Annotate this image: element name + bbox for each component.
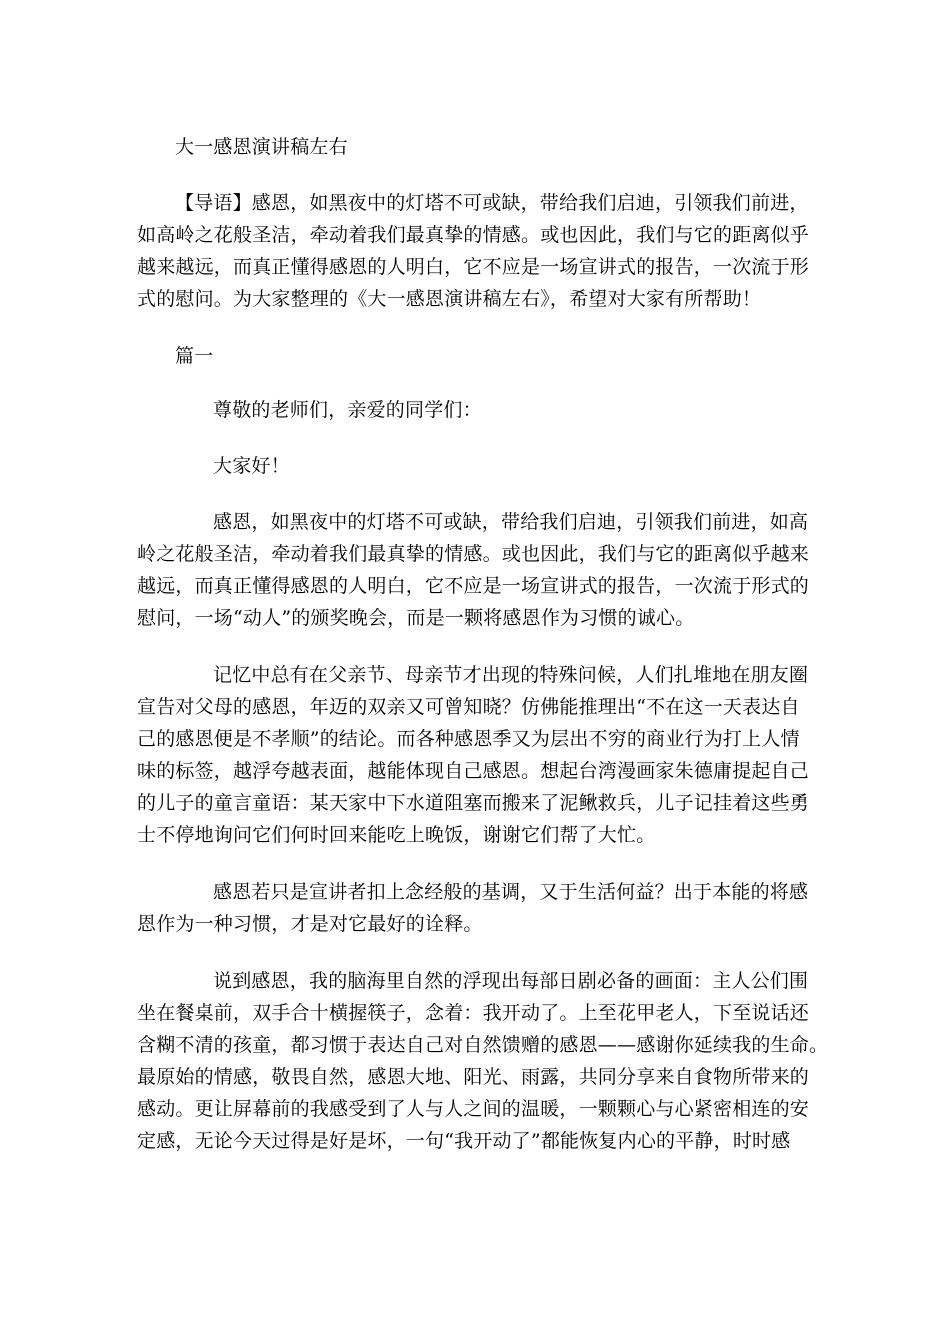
paragraph-2-line-1: 记忆中总有在父亲节、母亲节才出现的特殊问候，人们扎堆地在朋友圈 — [213, 664, 809, 686]
salutation: 尊敬的老师们，亲爱的同学们： — [213, 399, 482, 421]
paragraph-1-line-3: 越远，而真正懂得感恩的人明白，它不应是一场宣讲式的报告，一次流于形式的 — [137, 575, 810, 597]
greeting: 大家好！ — [213, 455, 290, 477]
section-label: 篇一 — [175, 345, 214, 367]
paragraph-1-line-1: 感恩，如黑夜中的灯塔不可或缺，带给我们启迪，引领我们前进，如高 — [213, 511, 809, 533]
paragraph-4-line-4: 最原始的情感，敬畏自然，感恩大地、阳光、雨露，共同分享来自食物所带来的 — [137, 1066, 810, 1088]
paragraph-2-line-6: 士不停地询问它们何时回来能吃上晚饭，谢谢它们帮了大忙。 — [137, 824, 656, 846]
paragraph-4-line-5: 感动。更让屏幕前的我感受到了人与人之间的温暖，一颗颗心与心紧密相连的安 — [137, 1098, 810, 1120]
paragraph-4-line-6: 定感，无论今天过得是好是坏，一句“我开动了”都能恢复内心的平静，时时感 — [137, 1130, 791, 1152]
paragraph-3-line-1: 感恩若只是宣讲者扣上念经般的基调，又于生活何益？出于本能的将感 — [213, 881, 809, 903]
paragraph-4-line-3: 含糊不清的孩童，都习惯于表达自己对自然馈赠的感恩——感谢你延续我的生命。 — [137, 1034, 829, 1056]
paragraph-4-line-1: 说到感恩，我的脑海里自然的浮现出每部日剧必备的画面：主人公们围 — [213, 970, 809, 992]
paragraph-1-line-4: 慰问，一场“动人”的颁奖晚会，而是一颗将感恩作为习惯的诚心。 — [137, 607, 695, 629]
paragraph-2-line-5: 的儿子的童言童语：某天家中下水道阻塞而搬来了泥鳅救兵，儿子记挂着这些勇 — [137, 792, 810, 814]
intro-line-3: 越来越远，而真正懂得感恩的人明白，它不应是一场宣讲式的报告，一次流于形 — [137, 256, 810, 278]
intro-line-4: 式的慰问。为大家整理的《大一感恩演讲稿左右》，希望对大家有所帮助！ — [137, 288, 762, 310]
paragraph-1-line-2: 岭之花般圣洁，牵动着我们最真挚的情感。或也因此，我们与它的距离似乎越来 — [137, 543, 810, 565]
paragraph-2-line-2: 宣告对父母的感恩，年迈的双亲又可曾知晓？仿佛能推理出“不在这一天表达自 — [137, 696, 800, 718]
paragraph-4-line-2: 坐在餐桌前，双手合十横握筷子，念着：我开动了。上至花甲老人，下至说话还 — [137, 1002, 810, 1024]
intro-line-1: 【导语】感恩，如黑夜中的灯塔不可或缺，带给我们启迪，引领我们前进， — [175, 192, 809, 214]
paragraph-2-line-3: 己的感恩便是不孝顺”的结论。而各种感恩季又为层出不穷的商业行为打上人情 — [137, 728, 800, 750]
intro-line-2: 如高岭之花般圣洁，牵动着我们最真挚的情感。或也因此，我们与它的距离似乎 — [137, 224, 810, 246]
document-title: 大一感恩演讲稿左右 — [175, 136, 348, 158]
paragraph-3-line-2: 恩作为一种习惯，才是对它最好的诠释。 — [137, 913, 483, 935]
paragraph-2-line-4: 味的标签，越浮夸越表面，越能体现自己感恩。想起台湾漫画家朱德庸提起自己 — [137, 760, 810, 782]
